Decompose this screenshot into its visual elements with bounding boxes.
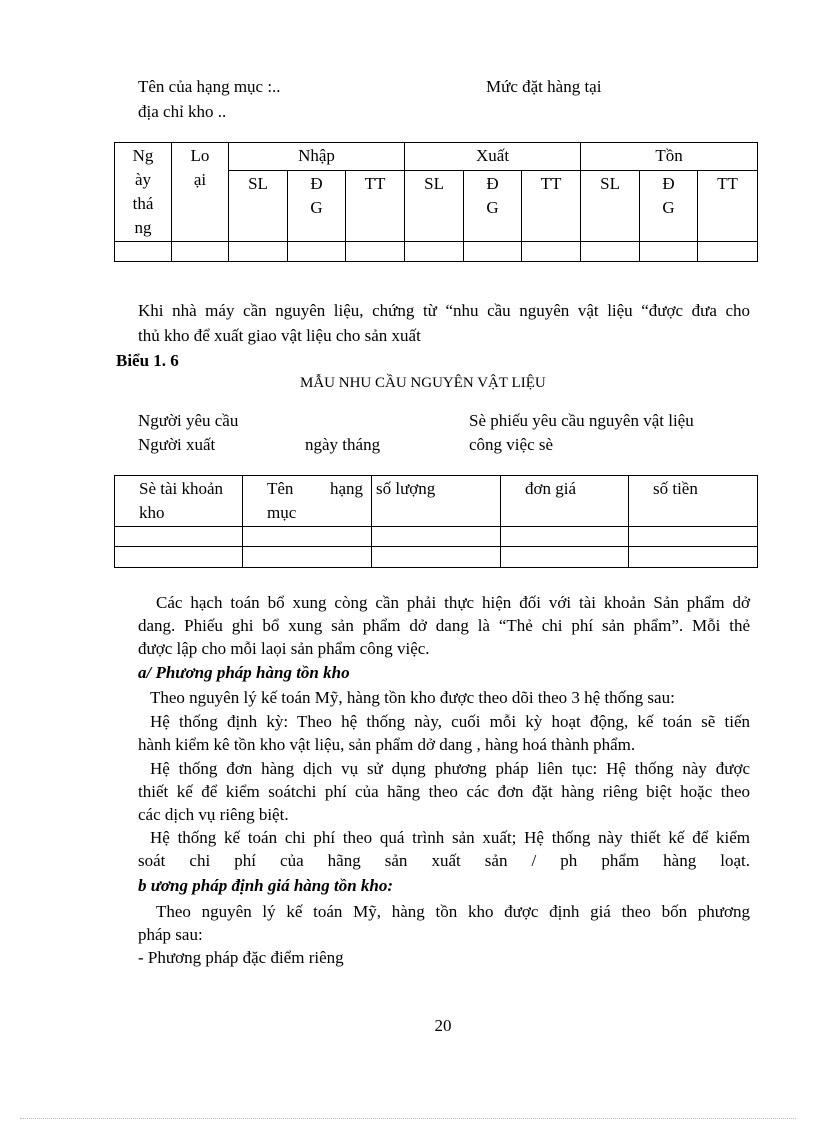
dg-header: Đ G	[640, 171, 698, 242]
date-column-header: Ng ày thá ng	[115, 143, 172, 242]
paragraph-line: Các hạch toán bổ xung còng cần phải thực hiện đối với tài khoản Sản phẩm dở	[156, 593, 750, 612]
paragraph-line: các dịch vụ riêng biệt.	[138, 805, 289, 824]
sl-header: SL	[581, 171, 640, 242]
job-number-label: công việc sè	[469, 435, 554, 454]
paragraph-line: dang. Phiếu ghi bổ xung sản phẩm dở dang là “Thẻ chi phí sản phẩm”. Mỗi thẻ	[138, 616, 750, 635]
sl-header: SL	[405, 171, 464, 242]
amount-column-header: số tiền	[629, 476, 758, 527]
form-title: MẪU NHU CẦU NGUYÊN VẬT LIỆU	[300, 375, 546, 391]
paragraph-line: Hệ thống kế toán chi phí theo quá trình sản xuất; Hệ thống này thiết kế để kiểm	[150, 828, 750, 847]
date-label: ngày tháng	[305, 435, 381, 454]
paragraph-line: Hệ thống đơn hàng dịch vụ sử dụng phương pháp liên tục: Hệ thống này được	[150, 759, 750, 778]
dg-header: Đ G	[288, 171, 346, 242]
balance-group-header: Tồn	[581, 143, 758, 171]
paragraph-line: Hệ thống định kỳ: Theo hệ thống này, cuối mỗi kỳ hoạt động, kế toán sẽ tiến	[150, 712, 750, 731]
list-item: - Phương pháp đặc điểm riêng	[138, 948, 344, 967]
paragraph-line: Theo nguyên lý kế toán Mỹ, hàng tồn kho được định giá theo bốn phương	[156, 902, 750, 921]
paragraph-line: Khi nhà máy cần nguyên liệu, chứng từ “nhu cầu nguyên vật liệu “được đưa cho	[138, 301, 750, 320]
page-number: 20	[434, 1016, 452, 1035]
material-request-table	[114, 475, 758, 568]
type-column-header: Lo ại	[172, 143, 229, 242]
paragraph-line: hành kiểm kê tồn kho vật liệu, sản phẩm dở dang , hàng hoá thành phẩm.	[138, 735, 636, 754]
quantity-column-header: số lượng	[372, 476, 501, 527]
order-level-label: Mức đặt hàng tại	[486, 77, 602, 96]
table-row	[115, 547, 758, 568]
sl-header: SL	[229, 171, 288, 242]
item-name-label: Tên của hạng mục :..	[138, 77, 281, 96]
table-row	[115, 242, 758, 262]
paragraph-line: thủ kho để xuất giao vật liệu cho sản xuất	[138, 326, 421, 345]
item-column-header: Tên hạng mục	[243, 476, 372, 527]
paragraph-line: thiết kế để kiểm soátchi phí của hãng theo các đơn đặt hàng riêng biệt hoặc theo	[138, 782, 750, 801]
paragraph-line: soát chi phí của hãng sản xuất sản / ph phẩm hàng loạt.	[138, 851, 750, 870]
issue-group-header: Xuất	[405, 143, 581, 171]
figure-label: Biểu 1. 6	[116, 351, 179, 370]
issuer-label: Người xuất	[138, 435, 216, 454]
unit-price-column-header: đơn giá	[501, 476, 629, 527]
section-heading-b: b ương pháp định giá hàng tồn kho:	[138, 876, 394, 895]
requester-label: Người yêu cầu	[138, 411, 239, 430]
stock-card-table	[114, 142, 758, 262]
tt-header: TT	[522, 171, 581, 242]
paragraph-line: pháp sau:	[138, 925, 203, 944]
tt-header: TT	[698, 171, 758, 242]
account-column-header: Sè tài khoản kho	[115, 476, 243, 527]
dg-header: Đ G	[464, 171, 522, 242]
warehouse-address-label: địa chỉ kho ..	[138, 102, 227, 121]
paragraph-line: được lập cho mỗi laọi sản phẩm công việc.	[138, 639, 430, 658]
tt-header: TT	[346, 171, 405, 242]
receipt-group-header: Nhập	[229, 143, 405, 171]
section-heading-a: a/ Phương pháp hàng tồn kho	[138, 663, 350, 682]
table-row	[115, 527, 758, 547]
paragraph-line: Theo nguyên lý kế toán Mỹ, hàng tồn kho được theo dõi theo 3 hệ thống sau:	[150, 688, 675, 707]
page-footer-divider	[20, 1118, 796, 1119]
request-number-label: Sè phiếu yêu cầu nguyên vật liệu	[469, 411, 694, 430]
